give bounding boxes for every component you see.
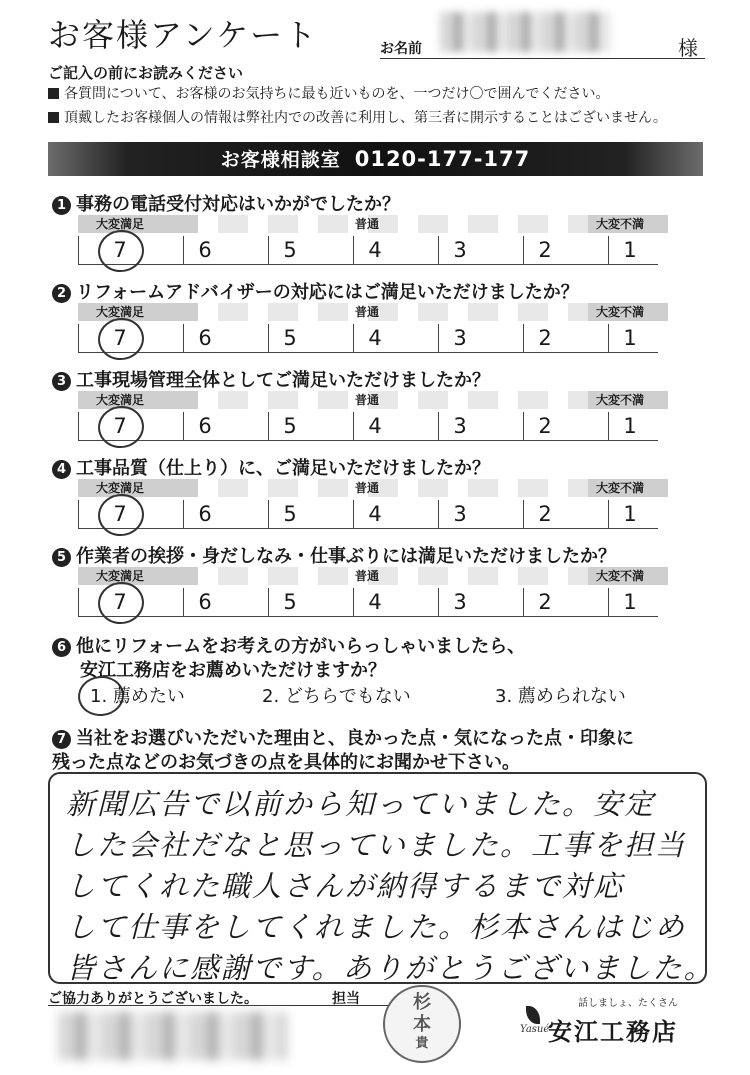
footer-thanks: ご協力ありがとうございました。 [48, 991, 258, 1007]
scale-tick [268, 500, 269, 528]
rating-option-3[interactable]: 3 [453, 414, 467, 438]
scale-tick [438, 324, 439, 352]
scale-tick [523, 412, 524, 440]
note-item: 各質問について、お客様のお気持ちに最も近いものを、一つだけ〇で囲んでください。 [48, 82, 667, 106]
scale-tick [353, 500, 354, 528]
question-6-line2: 安江工務店をお薦めいただけますか？ [80, 660, 386, 681]
comment-line: した会社だなと思っていました。工事を担当 [66, 828, 687, 862]
scale-tick [268, 236, 269, 264]
scale-tick [268, 324, 269, 352]
scale-band-mid [218, 479, 588, 497]
rating-option-2[interactable]: 2 [538, 414, 552, 438]
answer-circle [95, 579, 146, 627]
scale-label-mid: 普通 [355, 305, 380, 319]
rating-option-7[interactable]: 7 [113, 502, 127, 526]
rating-option-4[interactable]: 4 [368, 326, 382, 350]
scale-label-high: 大変満足 [96, 305, 145, 319]
scale-tick [523, 588, 524, 616]
rating-option-5[interactable]: 5 [283, 502, 297, 526]
question-number-badge: 4 [52, 460, 71, 479]
rating-option-2[interactable]: 2 [538, 590, 552, 614]
scale-tick [183, 588, 184, 616]
rating-option-7[interactable]: 7 [113, 238, 127, 262]
scale-label-mid: 普通 [355, 481, 380, 495]
staff-seal-stamp: 杉 本 貴 [383, 985, 461, 1063]
scale-tick [608, 412, 609, 440]
scale-label-low: 大変不満 [596, 305, 645, 319]
rating-option-1[interactable]: 1 [623, 502, 637, 526]
scale-band-mid [218, 391, 588, 409]
question-text: 当社をお選びいただいた理由と、良かった点・気になった点・印象に [76, 728, 634, 749]
scale-tick [183, 324, 184, 352]
company-name: 安江工務店 [548, 1018, 678, 1046]
scale-tick [353, 324, 354, 352]
company-logo: Yasué [520, 1006, 548, 1046]
question-text: 事務の電話受付対応はいかがでしたか？ [76, 194, 400, 215]
rating-option-6[interactable]: 6 [198, 502, 212, 526]
scale-baseline [78, 616, 658, 617]
scale-label-mid: 普通 [355, 393, 380, 407]
scale-tick [353, 588, 354, 616]
rating-option-4[interactable]: 4 [368, 590, 382, 614]
banner-phone: 0120-177-177 [354, 147, 531, 171]
answer-circle [95, 403, 146, 451]
scale-tick [608, 236, 609, 264]
square-bullet-icon [48, 88, 59, 99]
question-5 [52, 542, 616, 568]
question-number-badge: 5 [52, 548, 71, 567]
comment-line: してくれた職人さんが納得するまで対応 [66, 869, 625, 903]
rating-scale [78, 566, 668, 624]
scale-label-mid: 普通 [355, 569, 380, 583]
rating-option-5[interactable]: 5 [283, 326, 297, 350]
intro-notes [48, 82, 667, 130]
rating-option-4[interactable]: 4 [368, 414, 382, 438]
scale-tick [523, 500, 524, 528]
scale-tick [268, 588, 269, 616]
rating-option-3[interactable]: 3 [453, 502, 467, 526]
scale-label-high: 大変満足 [96, 481, 145, 495]
scale-label-mid: 普通 [355, 217, 380, 231]
scale-baseline [78, 352, 658, 353]
rating-option-3[interactable]: 3 [453, 590, 467, 614]
scale-label-low: 大変不満 [596, 393, 645, 407]
scale-tick [438, 588, 439, 616]
rating-option-7[interactable]: 7 [113, 590, 127, 614]
rating-option-6[interactable]: 6 [198, 326, 212, 350]
scale-label-low: 大変不満 [596, 217, 645, 231]
name-label: お名前 [380, 41, 422, 57]
rating-scale [78, 302, 668, 360]
rating-option-3[interactable]: 3 [453, 238, 467, 262]
scale-tick [608, 324, 609, 352]
question-text: 他にリフォームをお考えの方がいらっしゃいましたら、 [76, 636, 526, 657]
scale-label-high: 大変満足 [96, 217, 145, 231]
note-item: 頂戴したお客様個人の情報は弊社内での改善に利用し、第三者に開示することはございません。 [48, 106, 667, 130]
rating-scale [78, 214, 668, 272]
question-number-badge: 6 [52, 638, 71, 657]
scale-tick [608, 500, 609, 528]
rating-option-6[interactable]: 6 [198, 414, 212, 438]
square-bullet-icon [48, 112, 59, 123]
rating-option-1[interactable]: 1 [623, 326, 637, 350]
handwritten-comment [66, 784, 715, 989]
question-text: 作業者の挨拶・身だしなみ・仕事ぶりには満足いただけましたか？ [76, 546, 616, 567]
rating-option-4[interactable]: 4 [368, 502, 382, 526]
scale-tick [438, 236, 439, 264]
rating-option-7[interactable]: 7 [113, 326, 127, 350]
question-number-badge: 3 [52, 372, 71, 391]
scale-label-high: 大変満足 [96, 393, 145, 407]
rating-option-4[interactable]: 4 [368, 238, 382, 262]
question-1 [52, 190, 400, 216]
leaf-logo-icon [526, 1006, 540, 1024]
q6-option-2[interactable]: 2. どちらでもない [262, 686, 411, 707]
rating-option-5[interactable]: 5 [283, 590, 297, 614]
question-text: リフォームアドバイザーの対応にはご満足いただけましたか？ [76, 282, 579, 303]
scale-label-low: 大変不満 [596, 481, 645, 495]
rating-option-2[interactable]: 2 [538, 326, 552, 350]
rating-option-1[interactable]: 1 [623, 414, 637, 438]
scale-band-mid [218, 567, 588, 585]
rating-option-3[interactable]: 3 [453, 326, 467, 350]
question-2 [52, 278, 579, 304]
comment-line: 皆さんに感謝です。ありがとうございました。 [66, 951, 715, 985]
page-title: お客様アンケート [48, 16, 319, 54]
question-7 [52, 724, 634, 750]
intro-heading: ご記入の前にお読みください [48, 64, 244, 82]
question-4 [52, 454, 490, 480]
rating-option-1[interactable]: 1 [623, 590, 637, 614]
scale-tick [438, 412, 439, 440]
rating-option-6[interactable]: 6 [198, 238, 212, 262]
scale-tick [78, 588, 79, 616]
scale-tick [78, 324, 79, 352]
question-number-badge: 7 [52, 730, 71, 749]
scale-baseline [78, 528, 658, 529]
scale-tick [78, 236, 79, 264]
question-text: 工事品質（仕上り）に、ご満足いただけましたか？ [76, 458, 490, 479]
scale-band-mid [218, 303, 588, 321]
answer-circle [95, 315, 146, 363]
company-tagline: 話しましょ、たくさん [578, 998, 678, 1009]
scale-tick [78, 412, 79, 440]
question-number-badge: 1 [52, 196, 71, 215]
footer-divider [48, 1005, 393, 1006]
scale-tick [523, 236, 524, 264]
comment-line: して仕事をしてくれました。杉本さんはじめ [66, 910, 687, 944]
question-6 [52, 632, 525, 658]
scale-band-mid [218, 215, 588, 233]
scale-tick [353, 412, 354, 440]
rating-scale [78, 390, 668, 448]
rating-option-1[interactable]: 1 [623, 238, 637, 262]
customer-name-redacted [440, 12, 610, 52]
rating-option-2[interactable]: 2 [538, 238, 552, 262]
question-7-line2: 残った点などのお気づきの点を具体的にお聞かせ下さい。 [52, 752, 520, 773]
scale-label-high: 大変満足 [96, 569, 145, 583]
scale-tick [268, 412, 269, 440]
name-underline [380, 58, 705, 59]
rating-option-2[interactable]: 2 [538, 502, 552, 526]
scale-tick [438, 500, 439, 528]
name-suffix: 様 [678, 36, 698, 60]
scale-label-low: 大変不満 [596, 569, 645, 583]
scale-tick [353, 236, 354, 264]
scale-tick [183, 500, 184, 528]
scale-baseline [78, 264, 658, 265]
scale-tick [523, 324, 524, 352]
comment-line: 新聞広告で以前から知っていました。安定 [66, 787, 656, 821]
q6-option-1[interactable]: 1. 薦めたい [90, 686, 185, 707]
scale-tick [608, 588, 609, 616]
rating-option-6[interactable]: 6 [198, 590, 212, 614]
question-3 [52, 366, 490, 392]
staff-label: 担当 [332, 991, 360, 1007]
customer-address-redacted [58, 1012, 288, 1060]
rating-option-5[interactable]: 5 [283, 414, 297, 438]
answer-circle [95, 491, 146, 539]
rating-option-5[interactable]: 5 [283, 238, 297, 262]
scale-tick [183, 412, 184, 440]
rating-scale [78, 478, 668, 536]
question-number-badge: 2 [52, 284, 71, 303]
q6-option-3[interactable]: 3. 薦められない [495, 686, 626, 707]
banner-label: お客様相談室 [220, 149, 341, 171]
answer-circle [95, 227, 146, 275]
question-text: 工事現場管理全体としてご満足いただけましたか？ [76, 370, 490, 391]
scale-tick [183, 236, 184, 264]
scale-baseline [78, 440, 658, 441]
consultation-banner [48, 142, 703, 176]
rating-option-7[interactable]: 7 [113, 414, 127, 438]
scale-tick [78, 500, 79, 528]
